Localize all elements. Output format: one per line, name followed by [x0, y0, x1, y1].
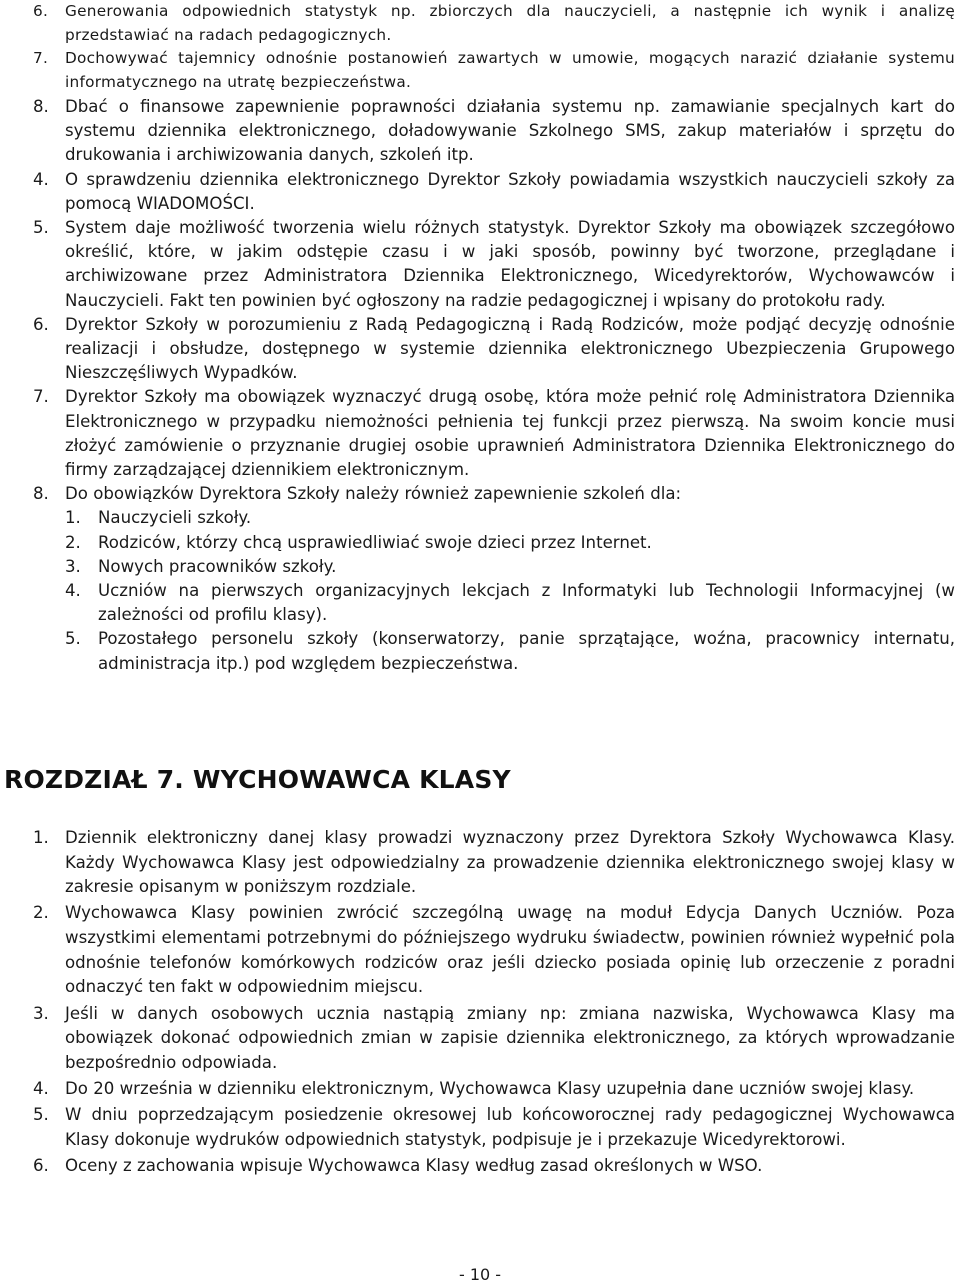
- subitem-text: Nowych pracowników szkoły.: [98, 556, 337, 576]
- chapter-heading: ROZDZIAŁ 7. WYCHOWAWCA KLASY: [4, 765, 511, 794]
- list-item: [0, 95, 960, 168]
- list-item: [0, 1002, 960, 1076]
- list-item-text: Dyrektor Szkoły w porozumieniu z Radą Pedagogiczną i Radą Rodziców, może podjąć decyzję odnośnie realizacji i obsłudze, dostępnego w systemie dziennika elektronicznego Ubezpieczenia Grupowego Nieszczęśliwych Wypadków.: [65, 314, 955, 383]
- class-teacher-duties-list: [0, 826, 960, 1180]
- list-item: [0, 1103, 960, 1152]
- list-item-number: 6.: [33, 1156, 49, 1176]
- list-item-number: 4.: [33, 169, 49, 189]
- list-item-text: W dniu poprzedzającym posiedzenie okresowej lub końcoworocznej rady pedagogicznej Wychowawca Klasy dokonuje wydruków odpowiednich statystyk, podpisuje je i przekazuje Wicedyrektorowi.: [65, 1105, 955, 1149]
- list-item-number: 4.: [33, 1079, 49, 1098]
- list-item-text: O sprawdzeniu dziennika elektronicznego Dyrektor Szkoły powiadamia wszystkich nauczycieli szkoły za pomocą WIADOMOŚCI.: [65, 169, 955, 213]
- list-item-text: Do 20 września w dzienniku elektronicznym, Wychowawca Klasy uzupełnia dane uczniów swojej klasy.: [65, 1079, 915, 1098]
- training-subitem: [0, 627, 960, 675]
- subitem-text: Nauczycieli szkoły.: [98, 508, 252, 528]
- list-item: [0, 482, 960, 506]
- list-item-text: Dbać o finansowe zapewnienie poprawności działania systemu np. zamawianie specjalnych kart do systemu dziennika elektronicznego, doładowywanie Szkolnego SMS, zakup materiałów i sprzętu do drukowania i archiwizowania danych, szkoleń itp.: [65, 97, 955, 165]
- list-item: [0, 1154, 960, 1179]
- list-item-number: 8.: [33, 484, 49, 504]
- page-number: - 10 -: [458, 1265, 502, 1284]
- subitem-number: 2.: [65, 532, 81, 552]
- list-item-text: Generowania odpowiednich statystyk np. zbiorczych dla nauczycieli, a następnie ich wynik i analizę przedstawiać na radach pedagogicznych.: [65, 2, 955, 44]
- list-item-text: System daje możliwość tworzenia wielu różnych statystyk. Dyrektor Szkoły ma obowiązek szczegółowo określić, które, w jakim odstępie czasu i w jaki sposób, powinny być tworzone, przeglądane i archiwizowane przez Administratora Dziennika Elektronicznego, Wicedyrektorów, Wychowawców i Nauczycieli. Fakt ten powinien być ogłoszony na radzie pedagogicznej i wpisany do protokołu rady.: [65, 218, 955, 310]
- subitem-number: 3.: [65, 556, 81, 576]
- list-item-number: 7.: [33, 387, 49, 407]
- list-item: [0, 168, 960, 216]
- list-item-number: 6.: [33, 314, 49, 334]
- subitem-number: 4.: [65, 581, 81, 601]
- list-item: [0, 47, 960, 94]
- subitem-text: Pozostałego personelu szkoły (konserwatorzy, panie sprzątające, woźna, pracownicy internatu, administracja itp.) pod względem bezpieczeństwa.: [98, 629, 955, 673]
- list-item-text: Do obowiązków Dyrektora Szkoły należy również zapewnienie szkoleń dla:: [65, 484, 682, 504]
- training-subitem: [0, 579, 960, 627]
- list-item-text: Oceny z zachowania wpisuje Wychowawca Klasy według zasad określonych w WSO.: [65, 1156, 763, 1176]
- list-item: [0, 826, 960, 900]
- list-item-number: 7.: [33, 49, 49, 67]
- list-item-text: Dyrektor Szkoły ma obowiązek wyznaczyć drugą osobę, która może pełnić rolę Administratora Dziennika Elektronicznego w przypadku niemożności pełnienia tej funkcji przez pierwszą. Na swoim koncie musi złożyć zamówienie o przyznanie drugiej osobie uprawnień Administratora Dziennika Elektronicznego do firmy zarządzającej dziennikiem elektronicznym.: [65, 387, 955, 480]
- training-subitem: [0, 531, 960, 555]
- list-item: [0, 901, 960, 999]
- list-item-number: 5.: [33, 1105, 49, 1125]
- list-item: [0, 216, 960, 313]
- list-item-text: Wychowawca Klasy powinien zwrócić szczególną uwagę na moduł Edycja Danych Uczniów. Poza wszystkimi elementami potrzebnymi do późniejszego wydruku świadectw, powinien również wypełnić pola odnośnie telefonów komórkowych rodziców oraz jeśli dziecko posiada opinię lub orzeczenie z poradni odnaczyć ten fakt w odpowiednim miejscu.: [65, 903, 955, 997]
- list-item-number: 3.: [33, 1003, 49, 1023]
- training-subitem: [0, 555, 960, 579]
- subitem-number: 5.: [65, 629, 81, 649]
- list-item-text: Jeśli w danych osobowych ucznia nastąpią zmiany np: zmiana nazwiska, Wychowawca Klasy ma obowiązek dokonać odpowiednich zmian w zapisie dziennika elektronicznego, za których wprowadzanie bezpośrednio odpowiada.: [65, 1003, 955, 1072]
- subitem-number: 1.: [65, 508, 81, 528]
- list-item-text: Dziennik elektroniczny danej klasy prowadzi wyznaczony przez Dyrektora Szkoły Wychowawca Klasy. Każdy Wychowawca Klasy jest odpowiedzialny za prowadzenie dziennika elektronicznego swojej klasy w zakresie opisanym w poniższym rozdziale.: [65, 828, 955, 897]
- subitem-text: Rodziców, którzy chcą usprawiedliwiać swoje dzieci przez Internet.: [98, 532, 652, 552]
- list-item-number: 1.: [33, 828, 49, 847]
- training-subitem: [0, 506, 960, 530]
- list-item: [0, 1077, 960, 1102]
- list-item: [0, 313, 960, 386]
- list-item-number: 5.: [33, 218, 49, 238]
- list-item-number: 8.: [33, 97, 49, 116]
- list-item-number: 6.: [33, 2, 49, 20]
- list-item-text: Dochowywać tajemnicy odnośnie postanowień zawartych w umowie, mogących narazić działanie systemu informatycznego na utratę bezpieczeństwa.: [65, 49, 955, 91]
- list-item: [0, 0, 960, 47]
- subitem-text: Uczniów na pierwszych organizacyjnych lekcjach z Informatyki lub Technologii Informacyjnej (w zależności od profilu klasy).: [98, 581, 955, 625]
- list-item: [0, 385, 960, 482]
- list-item-number: 2.: [33, 903, 49, 923]
